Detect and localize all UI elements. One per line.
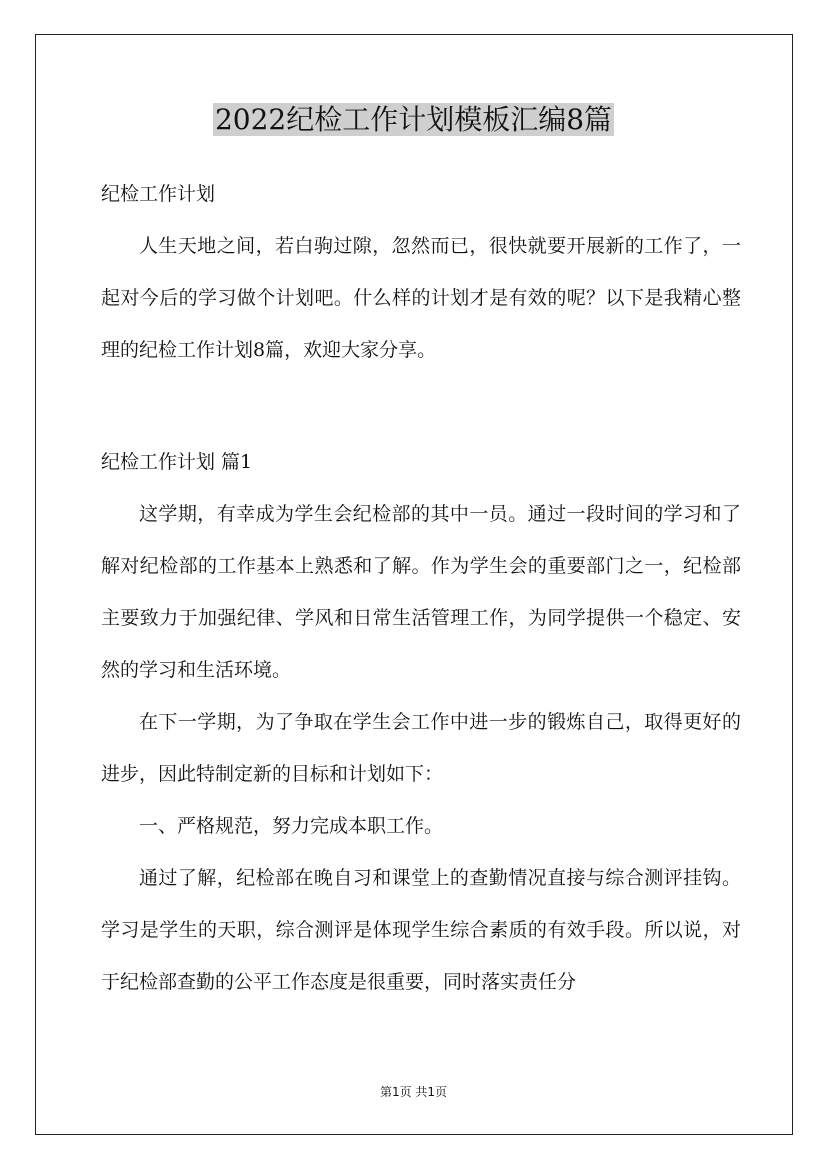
paragraph: 通过了解，纪检部在晚自习和课堂上的查勤情况直接与综合测评挂钩。学习是学生的天职，综合测评是体现学生综合素质的有效手段。所以说，对于纪检部查勤的公平工作态度是很重要，同时落实责任分	[101, 867, 741, 993]
document-title: 2022纪检工作计划模板汇编8篇	[214, 103, 613, 136]
paragraph: 在下一学期，为了争取在学生会工作中进一步的锻炼自己，取得更好的进步，因此特制定新的目标和计划如下：	[101, 711, 741, 785]
paragraph: 这学期，有幸成为学生会纪检部的其中一员。通过一段时间的学习和了解对纪检部的工作基本上熟悉和了解。作为学生会的重要部门之一，纪检部主要致力于加强纪律、学风和日常生活管理工作，为同学提供一个稳定、安然的学习和生活环境。	[101, 503, 741, 681]
article-heading: 纪检工作计划 篇1	[101, 451, 253, 473]
section-heading: 纪检工作计划	[101, 183, 216, 205]
page-footer: 第1页 共1页	[379, 1085, 448, 1099]
paragraph: 一、严格规范，努力完成本职工作。	[139, 815, 444, 837]
document-body	[101, 168, 741, 1008]
intro-paragraph: 人生天地之间，若白驹过隙，忽然而已，很快就要开展新的工作了，一起对今后的学习做个计划吧。什么样的计划才是有效的呢？以下是我精心整理的纪检工作计划8篇，欢迎大家分享。	[101, 235, 741, 361]
spacer	[101, 376, 741, 436]
